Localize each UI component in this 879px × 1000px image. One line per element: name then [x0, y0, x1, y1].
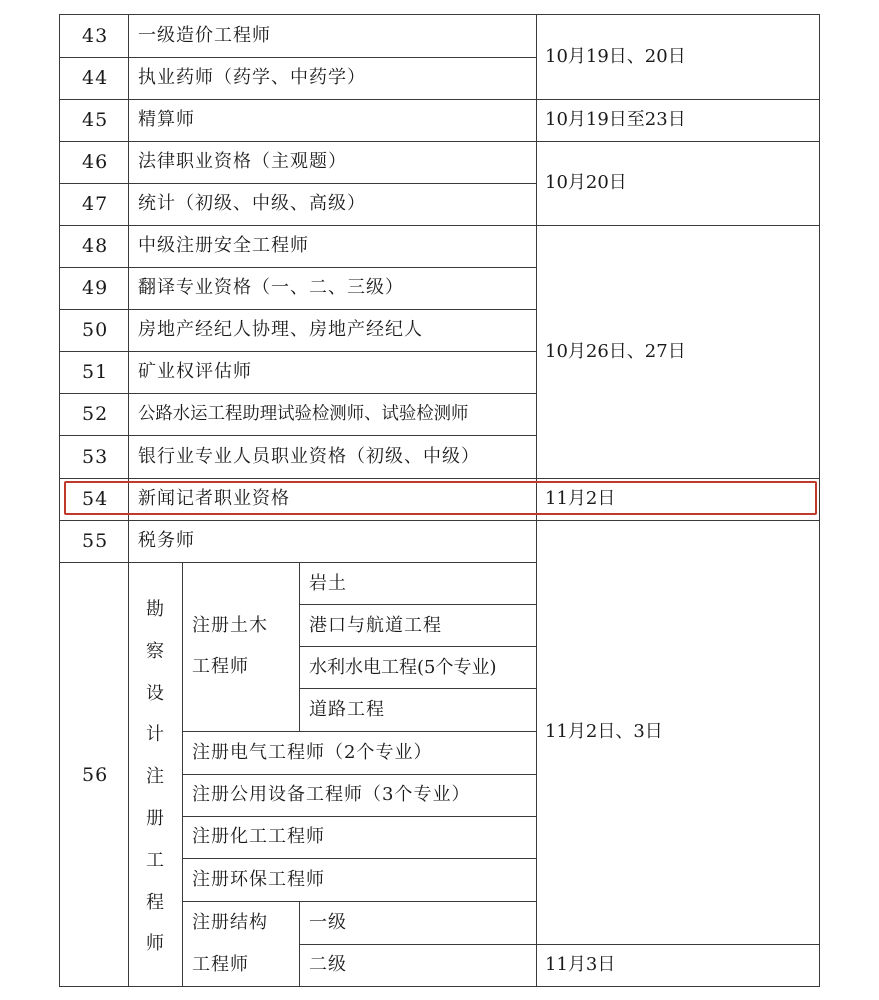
row-number: 55 — [82, 530, 109, 552]
engineer-type: 注册化工工程师 — [192, 826, 325, 847]
row-divider — [59, 393, 536, 394]
exam-date: 10月26日、27日 — [545, 341, 686, 362]
exam-name: 精算师 — [138, 109, 195, 130]
engineer-type: 注册环保工程师 — [192, 869, 325, 890]
engineer-type: 注册电气工程师（2个专业） — [192, 742, 433, 763]
exam-date: 10月19日、20日 — [545, 46, 686, 67]
exam-name: 房地产经纪人协理、房地产经纪人 — [138, 319, 423, 340]
category-char: 察 — [146, 640, 164, 662]
civil-subspecialty: 岩土 — [309, 573, 347, 594]
civil-subspecialty: 道路工程 — [309, 699, 385, 720]
exam-name: 法律职业资格（主观题） — [138, 151, 347, 172]
exam-name: 矿业权评估师 — [138, 361, 252, 382]
row-divider — [59, 562, 536, 563]
row-divider — [182, 731, 536, 732]
row-number: 46 — [82, 151, 109, 173]
row-divider — [59, 14, 820, 15]
structural-level: 二级 — [309, 954, 347, 975]
row-divider — [59, 141, 820, 142]
civil-subspecialty: 水利水电工程(5个专业) — [309, 657, 497, 678]
structural-engineer-label: 工程师 — [192, 954, 249, 975]
row-divider — [182, 816, 536, 817]
exam-name: 统计（初级、中级、高级） — [138, 193, 366, 214]
row-divider — [299, 646, 536, 647]
structural-level: 一级 — [309, 912, 347, 933]
row-number: 50 — [82, 319, 109, 341]
row-number: 56 — [82, 764, 109, 786]
column-divider — [299, 901, 300, 987]
category-char: 工 — [146, 849, 164, 871]
structural-engineer-label: 注册结构 — [192, 912, 268, 933]
row-number: 48 — [82, 235, 109, 257]
exam-date: 11月3日 — [545, 954, 616, 975]
exam-date: 10月19日至23日 — [545, 109, 686, 130]
column-divider — [299, 562, 300, 731]
row-54-highlight — [64, 481, 817, 515]
row-divider — [182, 901, 536, 902]
civil-engineer-label: 注册土木 — [192, 615, 268, 636]
row-divider — [59, 478, 820, 479]
column-divider — [819, 14, 820, 987]
row-divider — [182, 858, 536, 859]
row-divider — [59, 225, 820, 226]
row-divider — [59, 520, 820, 521]
row-divider — [59, 57, 536, 58]
exam-name: 新闻记者职业资格 — [138, 488, 290, 509]
category-char: 册 — [146, 807, 164, 829]
engineer-type: 注册公用设备工程师（3个专业） — [192, 784, 471, 805]
row-number: 51 — [82, 361, 109, 383]
category-char: 勘 — [146, 599, 164, 620]
category-char: 注 — [146, 766, 164, 788]
exam-name: 银行业专业人员职业资格（初级、中级） — [138, 446, 480, 467]
exam-name: 中级注册安全工程师 — [138, 235, 309, 256]
exam-date: 10月20日 — [545, 172, 627, 193]
category-char: 程 — [146, 891, 164, 913]
row-divider — [59, 351, 536, 352]
row-number: 54 — [82, 488, 109, 510]
row-divider — [59, 309, 536, 310]
row-number: 53 — [82, 446, 109, 468]
category-vertical-label — [143, 589, 167, 965]
category-char: 师 — [146, 933, 164, 955]
row-number: 49 — [82, 277, 109, 299]
row-divider — [59, 99, 820, 100]
civil-subspecialty: 港口与航道工程 — [309, 615, 442, 636]
exam-name: 执业药师（药学、中药学） — [138, 67, 366, 88]
column-divider — [182, 562, 183, 987]
exam-name: 翻译专业资格（一、二、三级） — [138, 277, 404, 298]
row-divider — [299, 688, 536, 689]
row-number: 43 — [82, 25, 109, 47]
row-number: 44 — [82, 67, 109, 89]
row-divider — [59, 435, 536, 436]
row-number: 45 — [82, 109, 109, 131]
exam-name: 税务师 — [138, 530, 195, 551]
civil-engineer-label: 工程师 — [192, 656, 249, 677]
row-divider — [299, 604, 536, 605]
column-divider — [59, 14, 60, 987]
exam-date: 11月2日 — [545, 488, 616, 509]
exam-name: 公路水运工程助理试验检测师、试验检测师 — [138, 404, 469, 424]
category-char: 设 — [146, 682, 164, 704]
row-divider — [59, 183, 536, 184]
row-divider — [299, 944, 820, 945]
exam-date: 11月2日、3日 — [545, 721, 663, 742]
row-divider — [59, 267, 536, 268]
category-char: 计 — [146, 724, 164, 746]
row-divider — [182, 774, 536, 775]
row-number: 52 — [82, 403, 109, 425]
row-divider — [59, 986, 820, 987]
exam-name: 一级造价工程师 — [138, 25, 271, 46]
row-number: 47 — [82, 193, 109, 215]
